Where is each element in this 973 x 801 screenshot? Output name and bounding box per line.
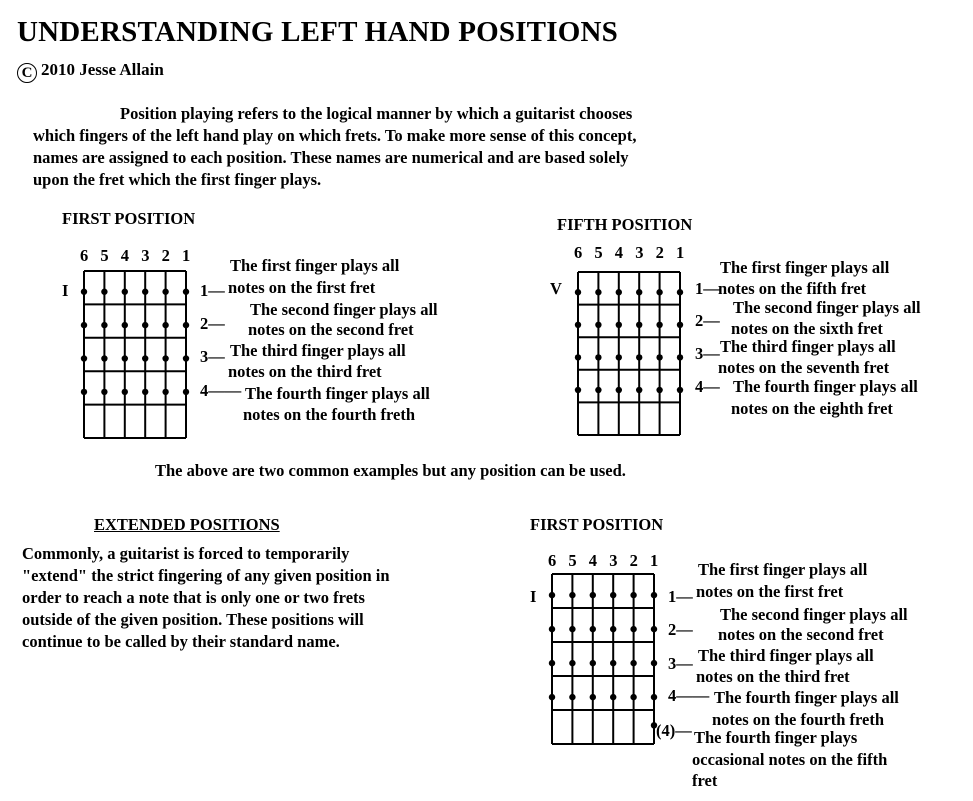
finger-dot <box>81 289 87 295</box>
finger-dot <box>122 289 128 295</box>
string-number: 6 <box>548 551 557 570</box>
finger-dot <box>122 355 128 361</box>
finger-number: 2— <box>668 620 693 639</box>
intro-line: names are assigned to each position. These names are numerical and are based solely <box>33 148 629 167</box>
finger-description: The second finger plays all <box>250 300 438 319</box>
finger-description: notes on the fifth fret <box>718 279 867 298</box>
finger-description: notes on the fourth freth <box>712 710 885 729</box>
finger-dot <box>636 354 642 360</box>
finger-dot <box>677 322 683 328</box>
finger-dot <box>630 592 636 598</box>
finger-dot <box>101 322 107 328</box>
finger-dot <box>590 592 596 598</box>
finger-description: The third finger plays all <box>720 337 896 356</box>
finger-dot <box>575 387 581 393</box>
diagram-heading: FIRST POSITION <box>530 515 664 534</box>
finger-description: The second finger plays all <box>733 298 921 317</box>
finger-description: notes on the fourth freth <box>243 405 416 424</box>
finger-dot <box>81 322 87 328</box>
finger-dot <box>610 660 616 666</box>
finger-dot <box>651 660 657 666</box>
finger-number: 1— <box>695 279 720 298</box>
string-number: 3 <box>609 551 618 570</box>
finger-description: notes on the second fret <box>718 625 884 644</box>
finger-dot <box>569 626 575 632</box>
finger-dot <box>122 322 128 328</box>
finger-dot <box>636 289 642 295</box>
extended-line: order to reach a note that is only one or two frets <box>22 588 365 607</box>
finger-dot <box>101 355 107 361</box>
copyright-text: 2010 Jesse Allain <box>41 60 164 79</box>
finger-dot <box>595 289 601 295</box>
finger-description: notes on the third fret <box>228 362 382 381</box>
finger-dot <box>183 289 189 295</box>
finger-description: The fourth finger plays all <box>733 377 918 396</box>
string-number: 3 <box>635 243 644 262</box>
finger-description: The fourth finger plays all <box>714 688 899 707</box>
finger-dot <box>610 626 616 632</box>
string-number: 1 <box>650 551 659 570</box>
copyright-icon: C <box>17 63 37 83</box>
finger-dot <box>590 694 596 700</box>
string-number: 2 <box>655 243 664 262</box>
finger-dot <box>162 322 168 328</box>
extended-heading: EXTENDED POSITIONS <box>94 515 280 534</box>
finger-dot <box>183 355 189 361</box>
position-numeral: I <box>62 281 69 300</box>
string-number: 1 <box>182 246 191 265</box>
finger-dot <box>569 694 575 700</box>
finger-number: 3— <box>695 344 720 363</box>
finger-dot <box>656 354 662 360</box>
finger-dot <box>656 322 662 328</box>
finger-number: 1— <box>200 281 225 300</box>
finger-dot <box>656 387 662 393</box>
finger-number: 4—— <box>200 381 242 400</box>
finger-dot <box>610 592 616 598</box>
finger-dot <box>549 626 555 632</box>
finger-dot <box>616 322 622 328</box>
finger-description: notes on the third fret <box>696 667 850 686</box>
string-number: 5 <box>568 551 577 570</box>
finger-dot <box>636 387 642 393</box>
string-number: 4 <box>120 246 130 265</box>
finger-dot <box>142 289 148 295</box>
string-number: 5 <box>100 246 109 265</box>
string-number: 6 <box>80 246 89 265</box>
finger-dot <box>651 592 657 598</box>
finger-dot <box>590 660 596 666</box>
finger-dot <box>575 289 581 295</box>
string-number: 2 <box>161 246 170 265</box>
finger-description: notes on the sixth fret <box>731 319 883 338</box>
finger-dot <box>101 389 107 395</box>
finger-dot <box>630 626 636 632</box>
finger-dot <box>122 389 128 395</box>
finger-dot <box>549 592 555 598</box>
finger-dot <box>569 660 575 666</box>
finger-description: fret <box>692 771 718 790</box>
finger-dot <box>142 322 148 328</box>
finger-description: notes on the first fret <box>228 278 376 297</box>
string-number: 4 <box>614 243 624 262</box>
page-title: UNDERSTANDING LEFT HAND POSITIONS <box>17 16 618 48</box>
finger-description: The second finger plays all <box>720 605 908 624</box>
finger-dot <box>575 354 581 360</box>
finger-description: The first finger plays all <box>698 560 868 579</box>
middle-note: The above are two common examples but any position can be used. <box>155 461 626 480</box>
finger-description: The first finger plays all <box>720 258 890 277</box>
finger-description: The fourth finger plays all <box>245 384 430 403</box>
finger-dot <box>142 355 148 361</box>
finger-description: The third finger plays all <box>698 646 874 665</box>
finger-dot <box>183 322 189 328</box>
diagram-heading: FIFTH POSITION <box>557 215 693 234</box>
finger-description: notes on the first fret <box>696 582 844 601</box>
finger-dot <box>636 322 642 328</box>
finger-number: (4)— <box>656 721 692 740</box>
string-number: 3 <box>141 246 150 265</box>
finger-dot <box>677 354 683 360</box>
finger-number: 3— <box>200 347 225 366</box>
finger-dot <box>651 694 657 700</box>
finger-description: occasional notes on the fifth <box>692 750 888 769</box>
string-number: 5 <box>594 243 603 262</box>
extended-line: "extend" the strict fingering of any given position in <box>22 566 390 585</box>
fretboard-grid <box>79 266 191 443</box>
finger-description: notes on the seventh fret <box>718 358 890 377</box>
position-numeral: V <box>550 279 562 298</box>
finger-dot <box>630 660 636 666</box>
finger-dot <box>610 694 616 700</box>
finger-number: 2— <box>200 314 225 333</box>
finger-dot <box>677 289 683 295</box>
finger-description: The third finger plays all <box>230 341 406 360</box>
extended-line: outside of the given position. These positions will <box>22 610 364 629</box>
finger-description: notes on the second fret <box>248 320 414 339</box>
fretboard-grid <box>573 267 685 440</box>
finger-dot <box>183 389 189 395</box>
finger-dot <box>595 354 601 360</box>
intro-line: upon the fret which the first finger plays. <box>33 170 322 189</box>
finger-dot <box>162 289 168 295</box>
finger-dot <box>575 322 581 328</box>
diagram-heading: FIRST POSITION <box>62 209 196 228</box>
finger-description: The fourth finger plays <box>694 728 858 747</box>
finger-dot <box>651 626 657 632</box>
finger-dot <box>656 289 662 295</box>
finger-dot <box>595 322 601 328</box>
finger-dot <box>630 694 636 700</box>
intro-line: Position playing refers to the logical manner by which a guitarist chooses <box>120 104 633 123</box>
finger-dot <box>549 694 555 700</box>
finger-dot <box>569 592 575 598</box>
finger-dot <box>616 289 622 295</box>
finger-dot <box>590 626 596 632</box>
string-number: 6 <box>574 243 583 262</box>
finger-number: 1— <box>668 587 693 606</box>
finger-number: 2— <box>695 311 720 330</box>
finger-dot <box>162 389 168 395</box>
finger-dot <box>81 389 87 395</box>
fretboard-grid <box>547 569 659 749</box>
finger-dot <box>549 660 555 666</box>
position-numeral: I <box>530 587 537 606</box>
finger-dot <box>162 355 168 361</box>
intro-line: which fingers of the left hand play on which frets. To make more sense of this concept, <box>33 126 637 145</box>
extended-line: continue to be called by their standard name. <box>22 632 340 651</box>
copyright <box>17 60 164 83</box>
finger-dot <box>101 289 107 295</box>
string-number: 1 <box>676 243 685 262</box>
finger-dot <box>142 389 148 395</box>
finger-description: notes on the eighth fret <box>731 399 893 418</box>
string-number: 2 <box>629 551 638 570</box>
finger-dot <box>595 387 601 393</box>
finger-number: 4—— <box>668 686 710 705</box>
finger-number: 4— <box>695 377 720 396</box>
string-number: 4 <box>588 551 598 570</box>
finger-dot <box>81 355 87 361</box>
finger-dot <box>677 387 683 393</box>
extended-line: Commonly, a guitarist is forced to temporarily <box>22 544 350 563</box>
finger-dot <box>616 387 622 393</box>
finger-number: 3— <box>668 654 693 673</box>
finger-dot <box>616 354 622 360</box>
finger-description: The first finger plays all <box>230 256 400 275</box>
